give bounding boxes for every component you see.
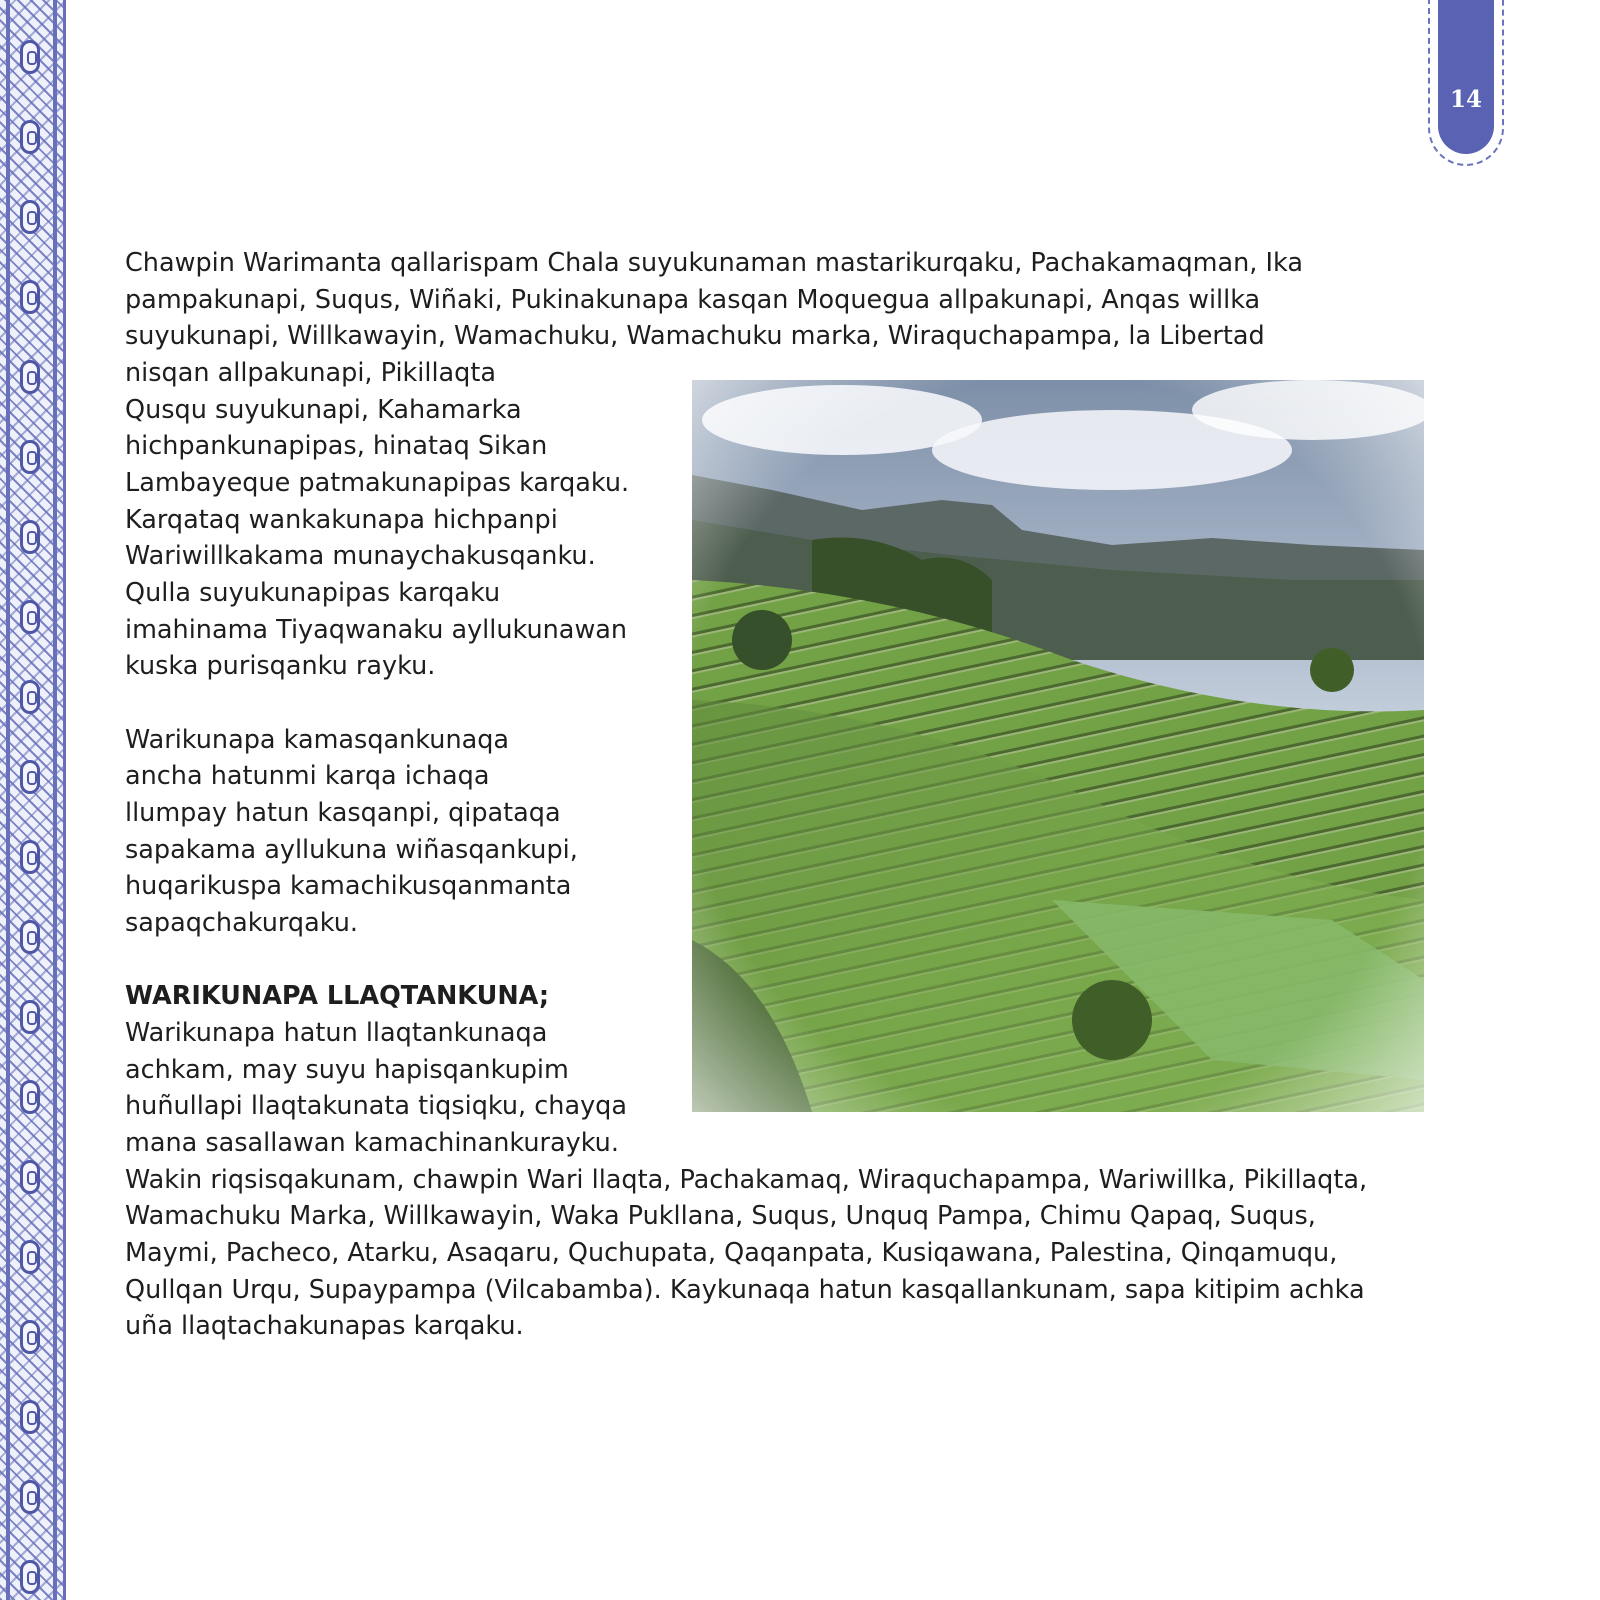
- text-line: uña llaqtachakunapas karqaku.: [125, 1311, 524, 1341]
- text-line: Karqataq wankakunapa hichpanpi: [125, 505, 558, 535]
- text-line: imahinama Tiyaqwanaku ayllukunawan: [125, 615, 628, 645]
- text-line: llumpay hatun kasqanpi, qipataqa: [125, 798, 561, 828]
- text-line: Qusqu suyukunapi, Kahamarka: [125, 395, 522, 425]
- text-line: nisqan allpakunapi, Pikillaqta: [125, 358, 496, 388]
- border-motif: [20, 1000, 40, 1034]
- page-tab-fill: [1438, 0, 1494, 154]
- text-line: Chawpin Warimanta qallarispam Chala suyukunaman mastarikurqaku, Pachakamaqman, Ika: [125, 248, 1303, 278]
- border-motif: [20, 200, 40, 234]
- border-motif: [20, 1240, 40, 1274]
- section-heading: WARIKUNAPA LLAQTANKUNA;: [125, 981, 550, 1011]
- terraces-photo: [692, 380, 1424, 1112]
- text-line: huñullapi llaqtakunata tiqsiqku, chayqa: [125, 1091, 627, 1121]
- border-motif: [20, 520, 40, 554]
- text-line: sapakama ayllukuna wiñasqankupi,: [125, 835, 578, 865]
- border-motifs: [14, 10, 50, 1590]
- border-motif: [20, 120, 40, 154]
- border-motif: [20, 280, 40, 314]
- text-line: suyukunapi, Willkawayin, Wamachuku, Wamachuku marka, Wiraquchapampa, la Libertad: [125, 321, 1265, 351]
- border-motif: [20, 840, 40, 874]
- text-line: achkam, may suyu hapisqankupim: [125, 1055, 569, 1085]
- border-motif: [20, 1560, 40, 1594]
- text-line: Qulla suyukunapipas karqaku: [125, 578, 501, 608]
- text-line: pampakunapi, Suqus, Wiñaki, Pukinakunapa kasqan Moquegua allpakunapi, Anqas willka: [125, 285, 1261, 315]
- text-line: Lambayeque patmakunapipas karqaku.: [125, 468, 630, 498]
- terraces-illustration: [692, 380, 1424, 1112]
- border-motif: [20, 40, 40, 74]
- border-motif: [20, 1320, 40, 1354]
- border-motif: [20, 1080, 40, 1114]
- border-motif: [20, 920, 40, 954]
- decorative-border: [0, 0, 66, 1600]
- border-motif: [20, 440, 40, 474]
- text-line: Warikunapa hatun llaqtankunaqa: [125, 1018, 548, 1048]
- page-tab: [1428, 0, 1504, 166]
- border-motif: [20, 360, 40, 394]
- text-line: Maymi, Pacheco, Atarku, Asaqaru, Quchupata, Qaqanpata, Kusiqawana, Palestina, Qinqamuqu,: [125, 1238, 1338, 1268]
- text-line: Warikunapa kamasqankunaqa: [125, 725, 510, 755]
- text-line: Wariwillkakama munaychakusqanku.: [125, 541, 596, 571]
- text-line: hichpankunapipas, hinataq Sikan: [125, 431, 548, 461]
- border-motif: [20, 1160, 40, 1194]
- text-line: Qullqan Urqu, Supaypampa (Vilcabamba). Kaykunaqa hatun kasqallankunam, sapa kitipim achka: [125, 1275, 1365, 1305]
- border-motif: [20, 1480, 40, 1514]
- text-line: Wakin riqsisqakunam, chawpin Wari llaqta, Pachakamaq, Wiraquchapampa, Wariwillka, Pikillaqta,: [125, 1165, 1368, 1195]
- border-motif: [20, 680, 40, 714]
- text-line: mana sasallawan kamachinankurayku.: [125, 1128, 619, 1158]
- border-motif: [20, 1400, 40, 1434]
- text-line: kuska purisqanku rayku.: [125, 651, 436, 681]
- text-line: Wamachuku Marka, Willkawayin, Waka Pukllana, Suqus, Unquq Pampa, Chimu Qapaq, Suqus,: [125, 1201, 1316, 1231]
- page-number: 14: [1449, 86, 1482, 113]
- border-motif: [20, 760, 40, 794]
- border-motif: [20, 600, 40, 634]
- text-line: sapaqchakurqaku.: [125, 908, 358, 938]
- text-line: huqarikuspa kamachikusqanmanta: [125, 871, 572, 901]
- text-line: ancha hatunmi karqa ichaqa: [125, 761, 490, 791]
